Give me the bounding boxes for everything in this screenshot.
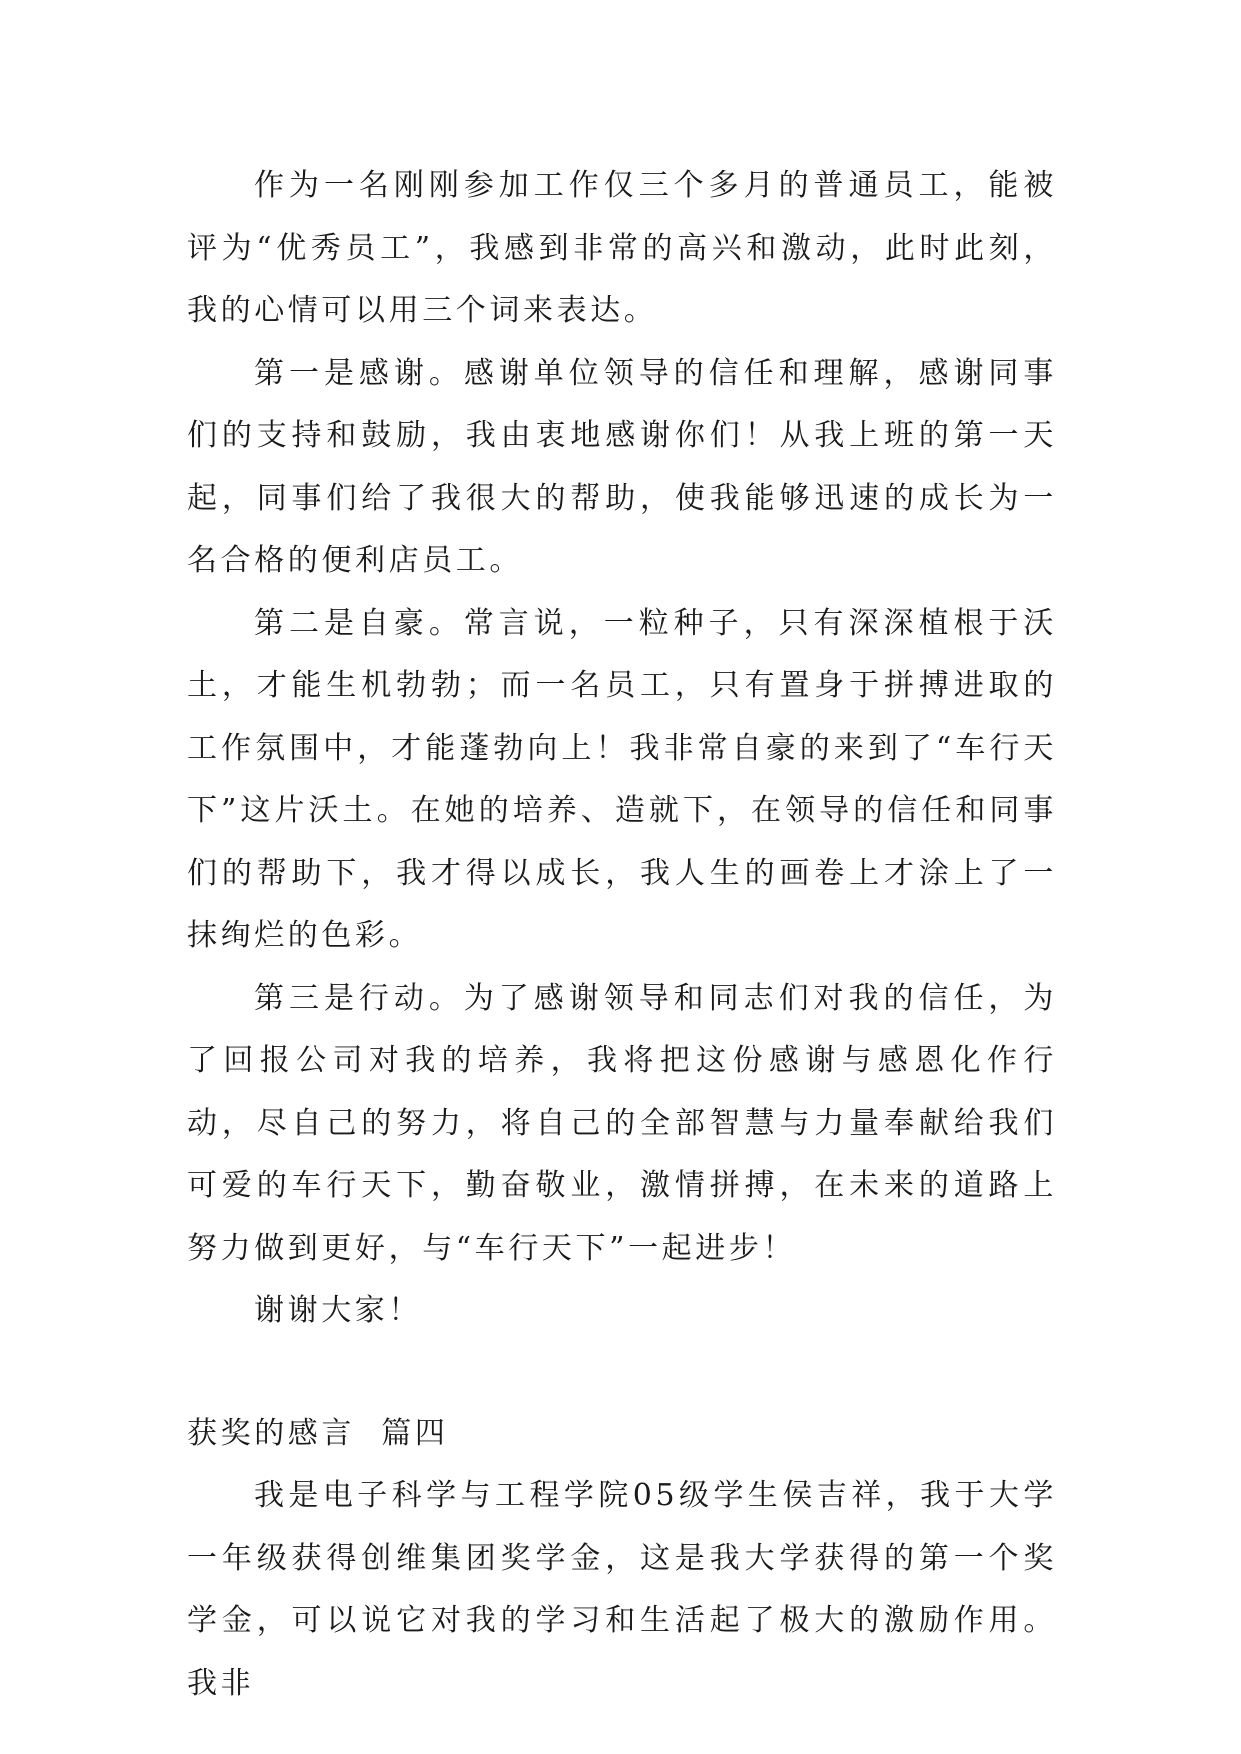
paragraph-gratitude: 第一是感谢。感谢单位领导的信任和理解，感谢同事们的支持和鼓励，我由衷地感谢你们！从我上班的第一天起，同事们给了我很大的帮助，使我能够迅速的成长为一名合格的便利店员工。 [187, 355, 1057, 578]
paragraph-section4-intro: 我是电子科学与工程学院05级学生侯吉祥，我于大学一年级获得创维集团奖学金，这是我大学获得的第一个奖学金，可以说它对我的学习和生活起了极大的激励作用。我非 [187, 1478, 1057, 1701]
paragraph-intro: 作为一名刚刚参加工作仅三个多月的普通员工，能被评为“优秀员工”，我感到非常的高兴和激动，此时此刻，我的心情可以用三个词来表达。 [187, 168, 1057, 328]
paragraph-action: 第三是行动。为了感谢领导和同志们对我的信任，为了回报公司对我的培养，我将把这份感谢与感恩化作行动，尽自己的努力，将自己的全部智慧与力量奉献给我们可爱的车行天下，勤奋敬业，激情拼搏，在未来的道路上努力做到更好，与“车行天下”一起进步！ [187, 980, 1057, 1266]
paragraph-pride: 第二是自豪。常言说，一粒种子，只有深深植根于沃土，才能生机勃勃；而一名员工，只有置身于拼搏进取的工作氛围中，才能蓬勃向上！我非常自豪的来到了“车行天下”这片沃土。在她的培养、造就下，在领导的信任和同事们的帮助下，我才得以成长，我人生的画卷上才涂上了一抹绚烂的色彩。 [187, 605, 1057, 953]
document-body [187, 155, 1057, 1715]
section-heading: 获奖的感言 篇四 [187, 1415, 449, 1451]
paragraph-thanks: 谢谢大家！ [254, 1293, 422, 1328]
